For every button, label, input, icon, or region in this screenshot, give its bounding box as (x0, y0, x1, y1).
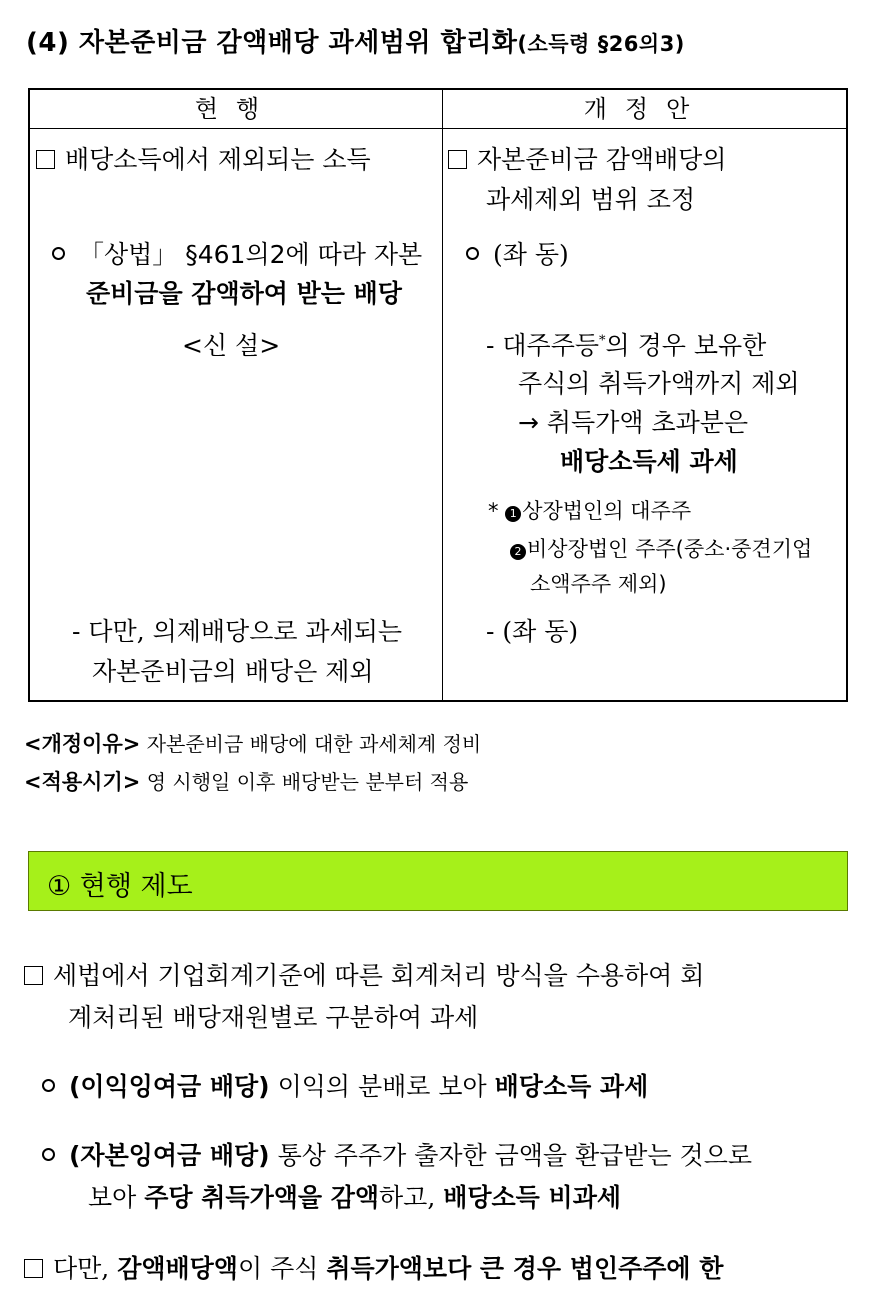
body-para1-line2: 계처리된 배당재원별로 구분하여 과세 (68, 1003, 479, 1032)
circle-bullet-icon (52, 247, 65, 260)
body-para2: 다만, 감액배당액이 주식 취득가액보다 큰 경우 법인주주에 한 (24, 1249, 723, 1285)
table-divider-header (30, 128, 846, 129)
right-dash-line4: 배당소득세 과세 (560, 447, 738, 476)
apply-text: 영 시행일 이후 배당받는 분부터 적용 (146, 770, 469, 794)
right-dash-line1: - 대주주등*의 경우 보유한 (486, 331, 767, 360)
number-1-icon: 1 (505, 506, 521, 522)
left-bullet-line2: 준비금을 감액하여 받는 배당 (86, 279, 402, 308)
circle-bullet-icon (42, 1148, 55, 1161)
left-item-heading: 배당소득에서 제외되는 소득 (36, 140, 371, 176)
header-proposed: 개정안 (583, 95, 708, 123)
reason-label: <개정이유> (24, 732, 141, 756)
checkbox-square-icon (24, 1259, 43, 1278)
circle-bullet-icon (42, 1079, 55, 1092)
body-bullet1: (이익잉여금 배당) 이익의 분배로 보아 배당소득 과세 (42, 1067, 648, 1103)
section-title-ref: (소득령 §26의3) (517, 32, 685, 56)
apply-line (24, 766, 468, 796)
right-dash-line3: → 취득가액 초과분은 (518, 408, 749, 437)
body-bullet2-line2: 보아 주당 취득가액을 감액하고, 배당소득 비과세 (88, 1183, 621, 1212)
checkbox-square-icon (24, 966, 43, 985)
circle-bullet-icon (466, 247, 479, 260)
comparison-table (28, 88, 848, 702)
section-title (26, 22, 685, 59)
body-bullet2-line1: (자본잉여금 배당) 통상 주주가 출자한 금액을 환급받는 것으로 (42, 1136, 752, 1172)
body-para1-line1: 세법에서 기업회계기준에 따른 회계처리 방식을 수용하여 회 (24, 956, 704, 992)
reason-line (24, 728, 481, 758)
right-item-heading2: 과세제외 범위 조정 (486, 185, 696, 214)
right-dash-line2: 주식의 취득가액까지 제외 (518, 369, 800, 398)
left-new-note: <신 설> (182, 331, 281, 360)
reason-text: 자본준비금 배당에 대한 과세체계 정비 (146, 732, 482, 756)
right-note1: * 1 상장법인의 대주주 (488, 499, 692, 523)
right-bullet-same: (좌 동) (466, 235, 569, 271)
section-title-main: (4) 자본준비금 감액배당 과세범위 합리화 (26, 28, 518, 58)
left-bullet-line1: 「상법」 §461의2에 따라 자본 (52, 235, 422, 271)
right-note2: 2 비상장법인 주주(중소·중견기업 (510, 533, 812, 563)
number-2-icon: 2 (510, 544, 526, 560)
left-dash-line2: 자본준비금의 배당은 제외 (92, 657, 374, 686)
left-dash-line1: - 다만, 의제배당으로 과세되는 (72, 617, 403, 646)
header-current: 현행 (194, 95, 278, 123)
section-banner-label: ① 현행 제도 (47, 871, 193, 902)
right-item-heading1: 자본준비금 감액배당의 (448, 140, 726, 176)
table-divider-vertical (442, 90, 443, 700)
right-dash-same: - (좌 동) (486, 617, 579, 646)
apply-label: <적용시기> (24, 770, 141, 794)
right-note2b: 소액주주 제외) (530, 572, 667, 596)
checkbox-square-icon (36, 150, 55, 169)
section-banner (28, 851, 848, 911)
checkbox-square-icon (448, 150, 467, 169)
